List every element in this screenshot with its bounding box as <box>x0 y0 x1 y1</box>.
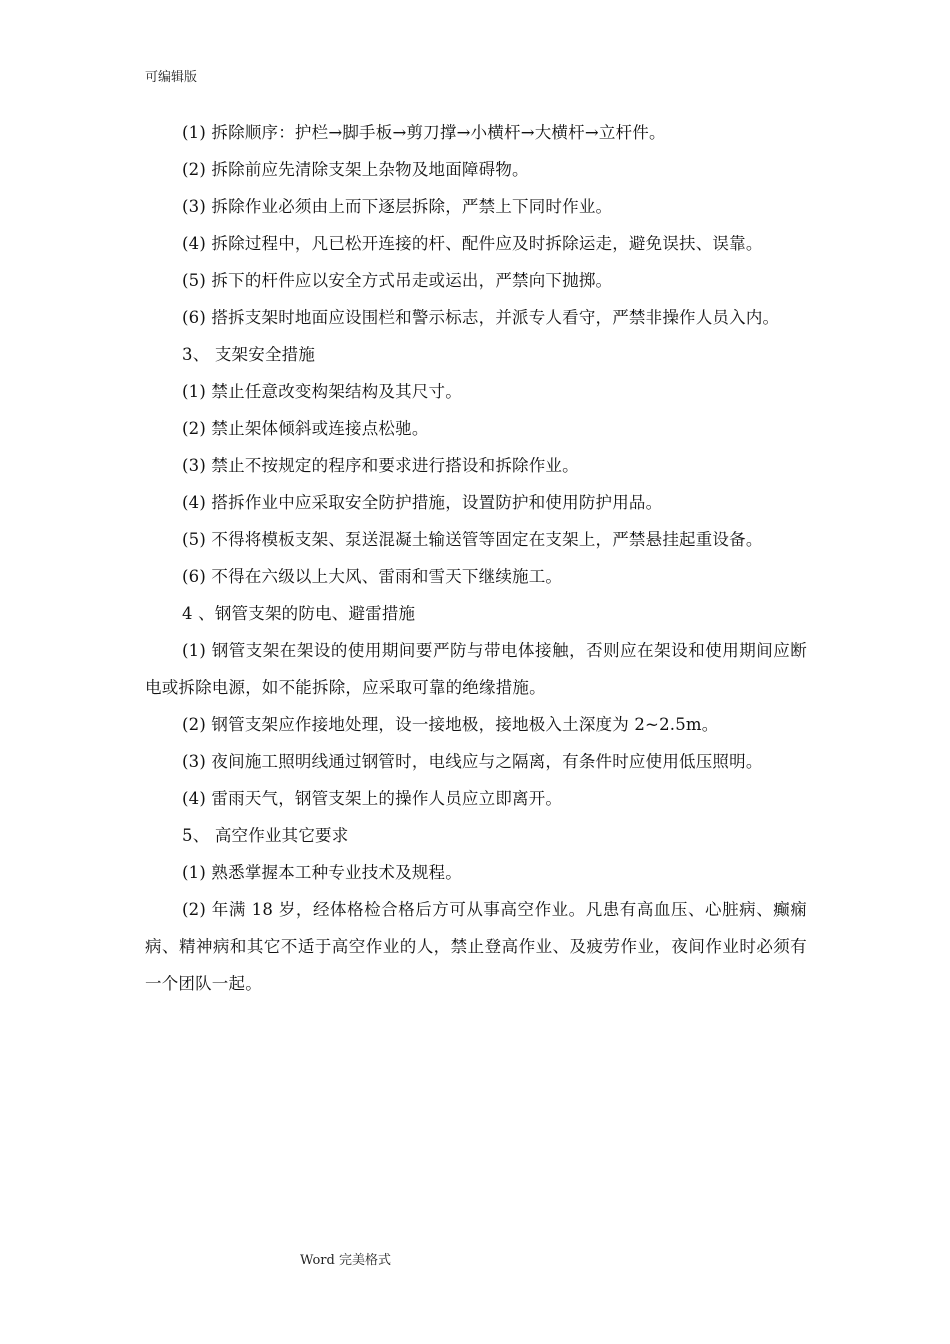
paragraph-follow-procedure: (3) 禁止不按规定的程序和要求进行搭设和拆除作业。 <box>182 456 579 475</box>
document-body <box>145 114 807 1002</box>
section-heading-3: 3、 支架安全措施 <box>182 345 316 364</box>
paragraph-no-structure-change: (1) 禁止任意改变构架结构及其尺寸。 <box>182 382 462 401</box>
paragraph-age-health: (2) 年满 18 岁，经体格检合格后方可从事高空作业。凡患有高血压、心脏病、癫痫病、精神病和其它不适于高空作业的人，禁止登高作业、及疲劳作业，夜间作业时必须有一个团队一起。 <box>145 900 807 993</box>
section-heading-4: 4 、钢管支架的防电、避雷措施 <box>182 604 416 623</box>
paragraph-fence-signs: (6) 搭拆支架时地面应设围栏和警示标志，并派专人看守，严禁非操作人员入内。 <box>182 308 780 327</box>
paragraph-lighting: (3) 夜间施工照明线通过钢管时，电线应与之隔离，有条件时应使用低压照明。 <box>182 752 763 771</box>
paragraph-no-throwing: (5) 拆下的杆件应以安全方式吊走或运出，严禁向下抛掷。 <box>182 271 613 290</box>
section-heading-5: 5、 高空作业其它要求 <box>182 826 349 845</box>
page-header: 可编辑版 <box>145 70 198 85</box>
paragraph-no-fixing: (5) 不得将模板支架、泵送混凝土输送管等固定在支架上，严禁悬挂起重设备。 <box>182 530 763 549</box>
paragraph-loose-parts: (4) 拆除过程中，凡已松开连接的杆、配件应及时拆除运走，避免误扶、误靠。 <box>182 234 763 253</box>
paragraph-weather: (6) 不得在六级以上大风、雷雨和雪天下继续施工。 <box>182 567 563 586</box>
paragraph-thunderstorm: (4) 雷雨天气，钢管支架上的操作人员应立即离开。 <box>182 789 563 808</box>
paragraph-grounding: (2) 钢管支架应作接地处理，设一接地极，接地极入土深度为 2~2.5m。 <box>182 715 719 734</box>
paragraph-skills: (1) 熟悉掌握本工种专业技术及规程。 <box>182 863 462 882</box>
page-footer: Word 完美格式 <box>300 1253 391 1268</box>
paragraph-no-tilt: (2) 禁止架体倾斜或连接点松驰。 <box>182 419 429 438</box>
paragraph-electrical: (1) 钢管支架在架设的使用期间要严防与带电体接触，否则应在架设和使用期间应断电或拆除电源，如不能拆除，应采取可靠的绝缘措施。 <box>145 641 807 697</box>
paragraph-protection: (4) 搭拆作业中应采取安全防护措施，设置防护和使用防护用品。 <box>182 493 663 512</box>
paragraph-top-down: (3) 拆除作业必须由上而下逐层拆除，严禁上下同时作业。 <box>182 197 613 216</box>
paragraph-dismantle-order: (1) 拆除顺序：护栏→脚手板→剪刀撑→小横杆→大横杆→立杆件。 <box>182 123 666 142</box>
paragraph-clear-debris: (2) 拆除前应先清除支架上杂物及地面障碍物。 <box>182 160 529 179</box>
